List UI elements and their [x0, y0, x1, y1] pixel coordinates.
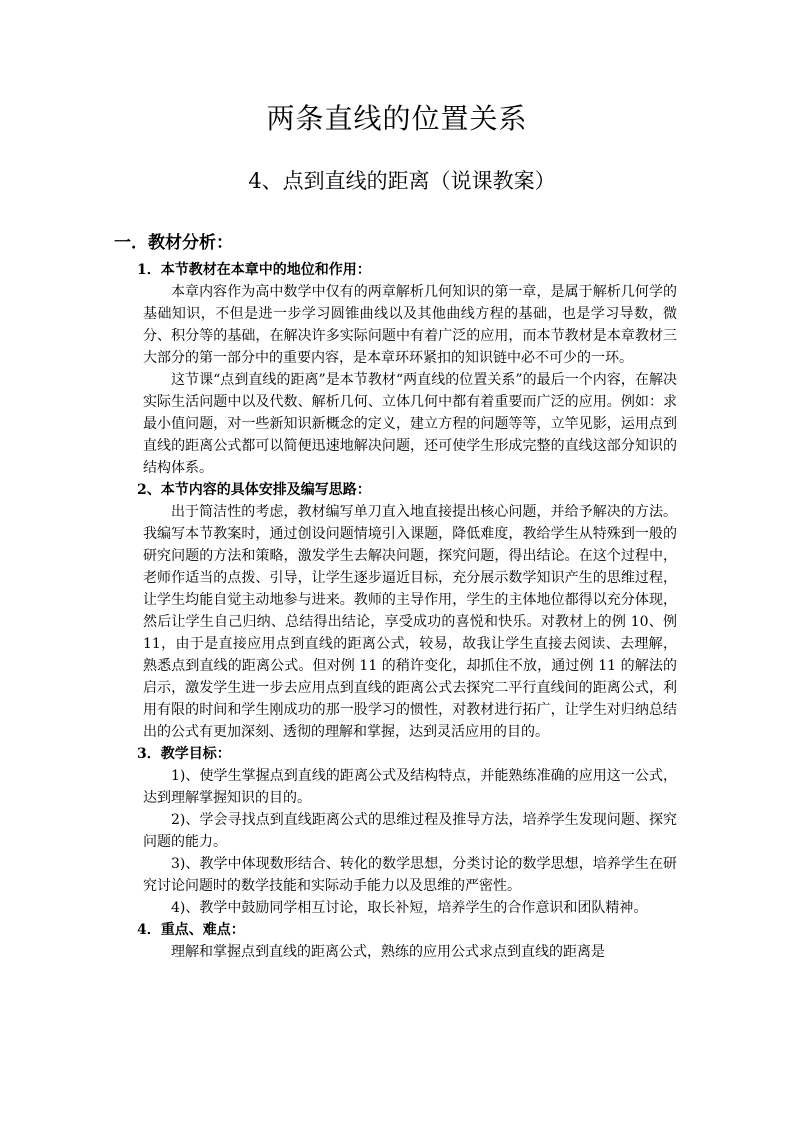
document-body: [137, 259, 677, 963]
paragraph: 3)、教学中体现数形结合、转化的数学思想，分类讨论的数学思想，培养学生在研究讨论问题时的数学技能和实际动手能力以及思维的严密性。: [143, 856, 677, 894]
paragraph: 2)、学会寻找点到直线距离公式的思维过程及推导方法，培养学生发现问题、探究问题的能力。: [143, 812, 677, 850]
paragraph: 出于简洁性的考虑，教材编写单刀直入地直接提出核心问题，并给予解决的方法。我编写本节教案时，通过创设问题情境引入课题，降低难度，教给学生从特殊到一般的研究问题的方法和策略，激发学生去解决问题，探究问题，得出结论。在这个过程中，老师作适当的点拨、引导，让学生逐步逼近目标，充分展示数学知识产生的思维过程，让学生均能自觉主动地参与进来。教师的主导作用，学生的主体地位都得以充分体现，然后让学生自己归纳、总结得出结论，享受成功的喜悦和快乐。对教材上的例 10、例 11，由于是直接应用点到直线的距离公式，较易，故我让学生直接去阅读、去理解，熟悉点到直线的距离公式。但对例 11 的稍许变化，却抓住不放，通过例 11 的解法的启示，激发学生进一步去应用点到直线的距离公式去探究二平行直线间的距离公式，利用有限的时间和学生刚成功的那一股学习的惯性，对教材进行拓广，让学生对归纳总结出的公式有更加深刻、透彻的理解和掌握，达到灵活应用的目的。: [143, 504, 677, 740]
paragraph: 理解和掌握点到直线的距离公式，熟练的应用公式求点到直线的距离是: [171, 944, 605, 960]
subsection-heading-3: 3．教学目标：: [137, 746, 231, 762]
paragraph: 本章内容作为高中数学中仅有的两章解析几何知识的第一章，是属于解析几何学的基础知识，不但是进一步学习圆锥曲线以及其他曲线方程的基础，也是学习导数，微分、积分等的基础，在解决许多实际问题中有着广泛的应用，而本节教材是本章教材三大部分的第一部分中的重要内容，是本章环环紧扣的知识链中必不可少的一环。: [143, 284, 677, 366]
subsection-heading-1: 1．本节教材在本章中的地位和作用：: [137, 262, 371, 278]
paragraph: 这节课“点到直线的距离”是本节教材“两直线的位置关系”的最后一个内容，在解决实际生活问题中以及代数、解析几何、立体几何中都有着重要而广泛的应用。例如：求最小值问题，对一些新知识新概念的定义，建立方程的问题等等，立竿见影，运用点到直线的距离公式都可以简便迅速地解决问题，还可使学生形成完整的直线这部分知识的结构体系。: [143, 372, 677, 476]
document-title: 两条直线的位置关系: [266, 102, 528, 135]
paragraph: 1)、使学生掌握点到直线的距离公式及结构特点，并能熟练准确的应用这一公式，达到理解掌握知识的目的。: [143, 768, 677, 806]
subsection-heading-2: 2、本节内容的具体安排及编写思路：: [137, 482, 371, 498]
paragraph: 4)、教学中鼓励同学相互讨论，取长补短，培养学生的合作意识和团队精神。: [171, 900, 648, 916]
document-subtitle: 4、点到直线的距离（说课教案）: [248, 169, 556, 193]
subsection-heading-4: 4．重点、难点：: [137, 922, 245, 938]
section-heading-textbook-analysis: 一．教材分析：: [114, 233, 233, 253]
